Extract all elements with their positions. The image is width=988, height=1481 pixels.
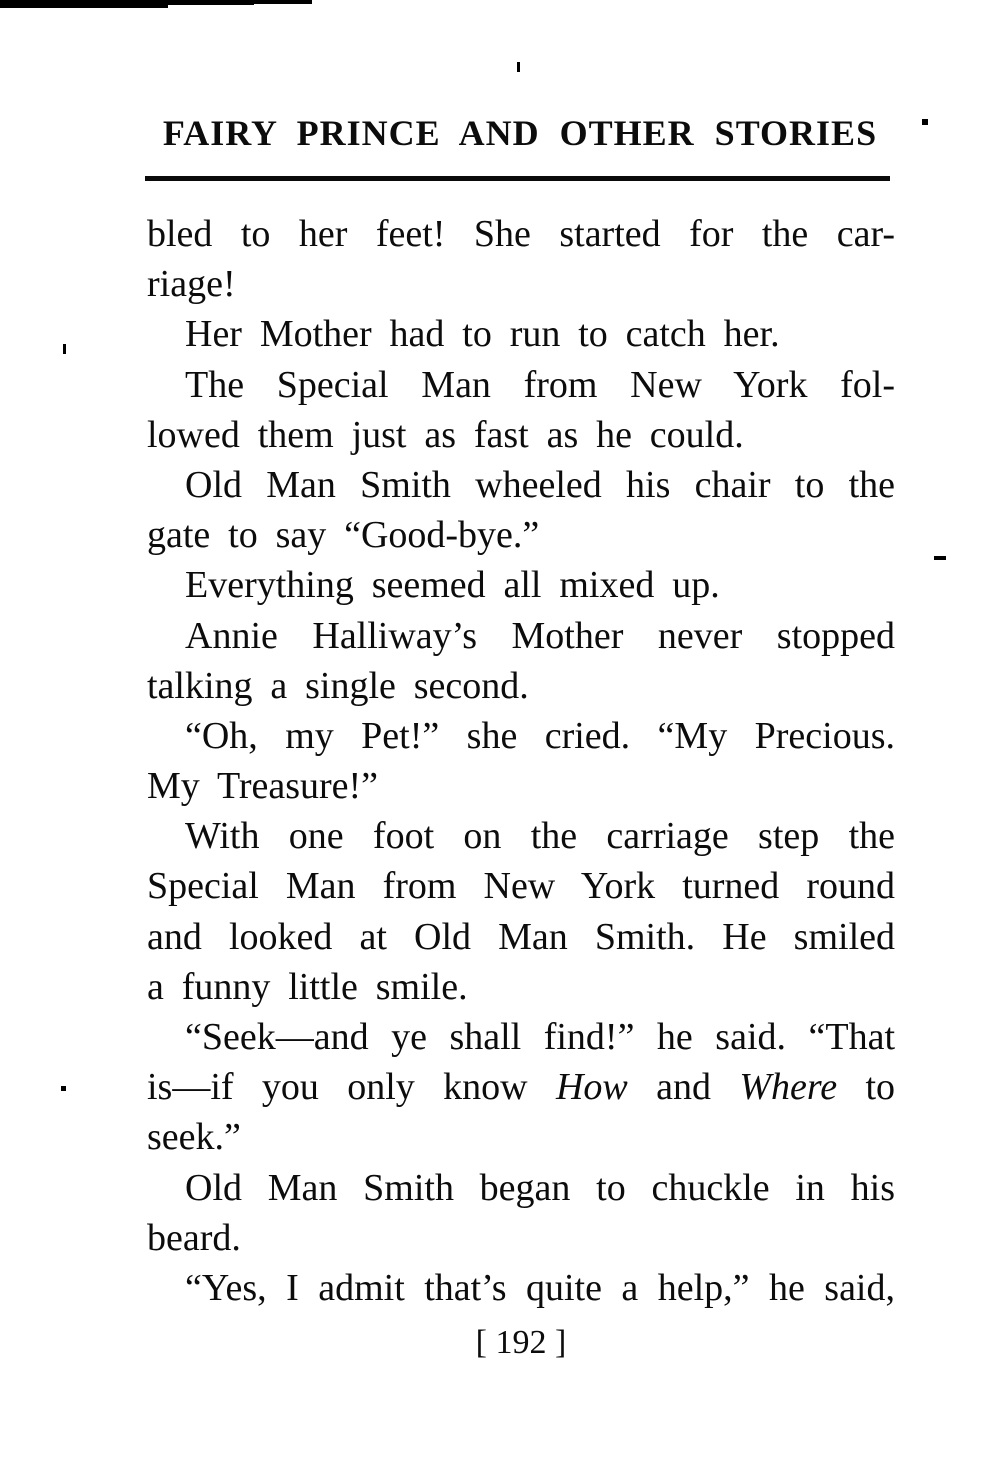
- running-head-title: FAIRY PRINCE AND OTHER STORIES: [162, 113, 878, 153]
- text-line: gate to say “Good-bye.”: [147, 514, 540, 557]
- scan-artifact-top-band-3: [252, 0, 312, 4]
- scan-artifact-top-band-2: [166, 0, 254, 5]
- text-line: bled to her feet! She started for the car-: [147, 213, 895, 255]
- text-line: riage!: [147, 263, 236, 306]
- scan-speck: [922, 119, 928, 125]
- text-line: The Special Man from New York fol-: [185, 363, 895, 406]
- text-line: is—if you only know How and Where to: [147, 1066, 895, 1109]
- text-line: Everything seemed all mixed up.: [185, 564, 720, 607]
- scan-speck: [517, 62, 520, 72]
- text-line: and looked at Old Man Smith. He smiled: [147, 915, 895, 958]
- scan-speck: [61, 1086, 66, 1091]
- text-line: Her Mother had to run to catch her.: [185, 313, 780, 356]
- text-line: “Oh, my Pet!” she cried. “My Precious.: [185, 714, 895, 757]
- text-line: My Treasure!”: [147, 765, 379, 808]
- text-block: [147, 209, 895, 1313]
- text-line: Old Man Smith began to chuckle in his: [185, 1166, 895, 1209]
- text-line: seek.”: [147, 1116, 241, 1159]
- scan-speck: [934, 556, 946, 560]
- text-line: talking a single second.: [147, 664, 529, 707]
- text-line: lowed them just as fast as he could.: [147, 413, 744, 456]
- text-line: beard.: [147, 1216, 241, 1259]
- text-line: Old Man Smith wheeled his chair to the: [185, 463, 895, 506]
- scan-artifact-top-band: [0, 0, 168, 8]
- text-line: “Yes, I admit that’s quite a help,” he said,: [185, 1266, 895, 1309]
- text-line: With one foot on the carriage step the: [185, 815, 895, 858]
- text-line: Annie Halliway’s Mother never stopped: [185, 614, 895, 657]
- text-line: “Seek—and ye shall find!” he said. “That: [185, 1016, 895, 1058]
- page-number: [ 192 ]: [475, 1324, 567, 1361]
- header-rule: [145, 176, 890, 181]
- scan-speck: [63, 344, 66, 354]
- text-line: Special Man from New York turned round: [147, 865, 895, 908]
- text-line: a funny little smile.: [147, 965, 468, 1008]
